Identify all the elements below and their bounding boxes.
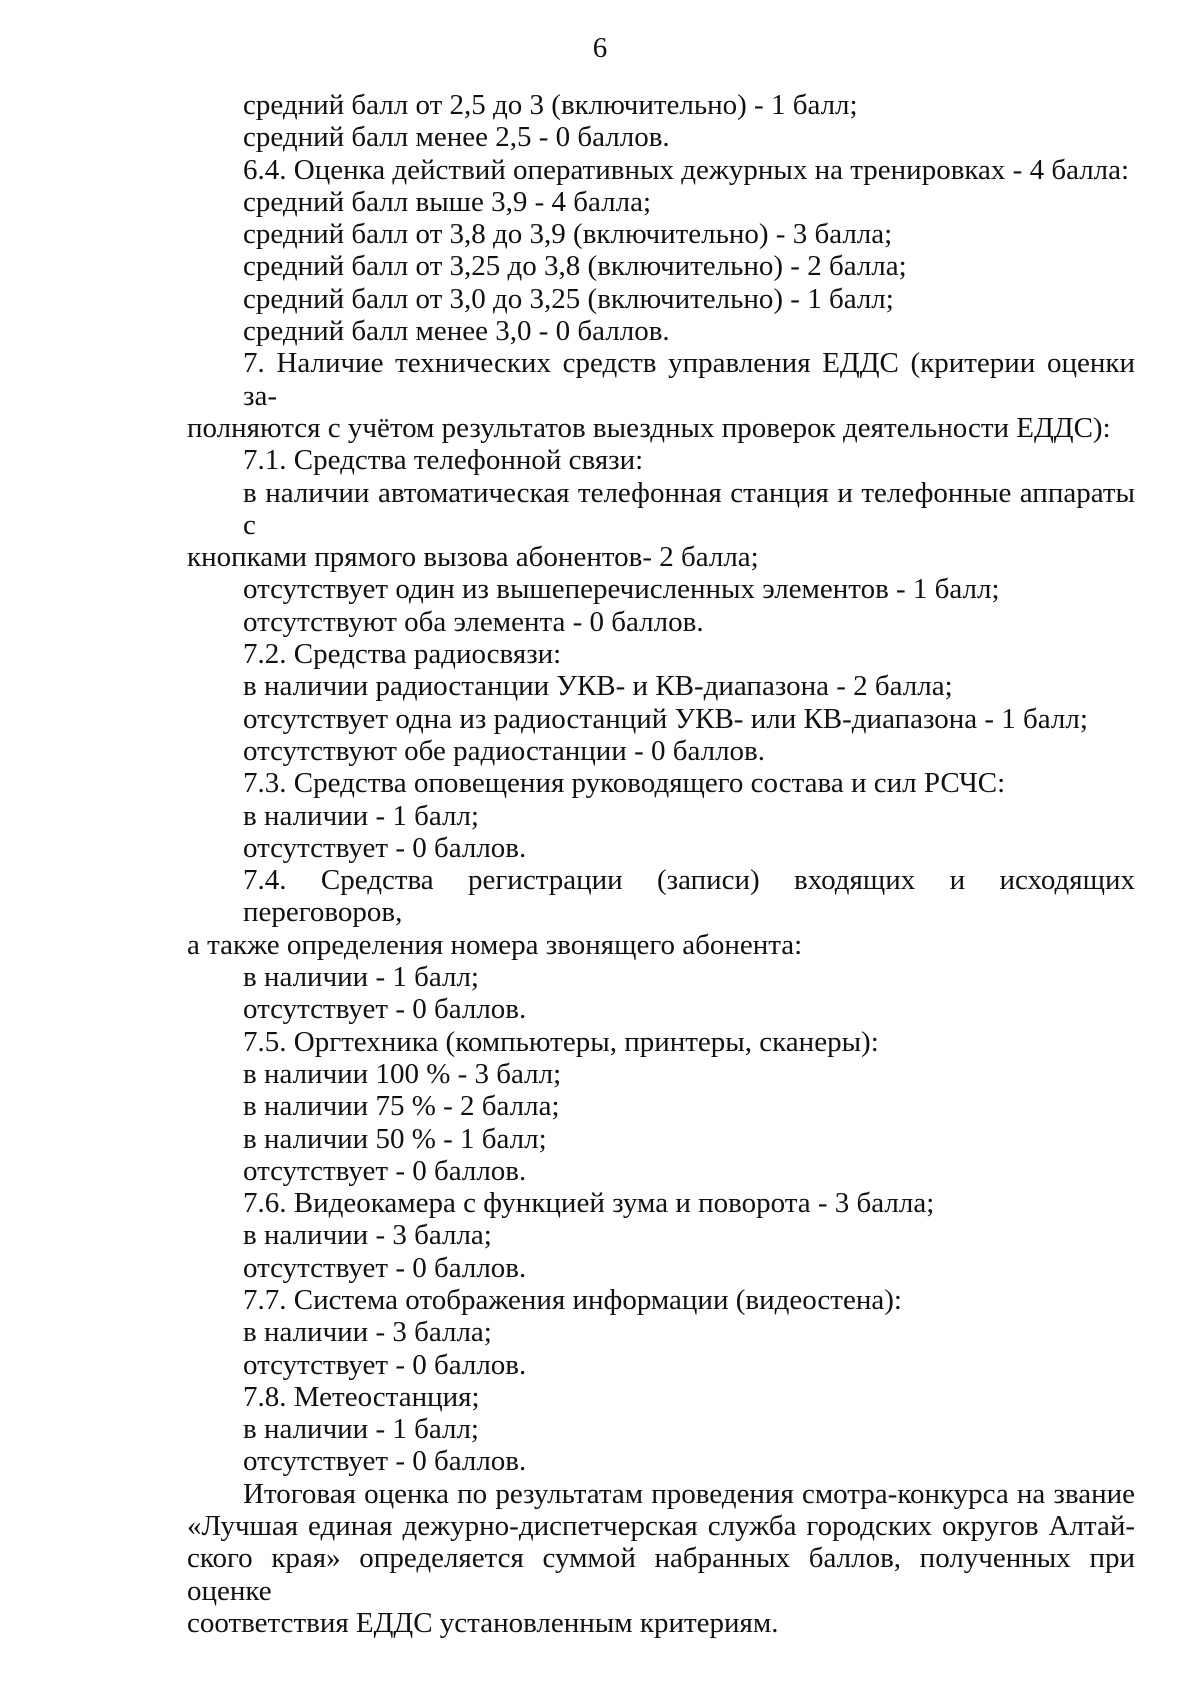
text-line: в наличии 75 % - 2 балла; [243,1090,560,1123]
text-line: соответствия ЕДДС установленным критериям. [187,1606,779,1639]
text-line: в наличии - 1 балл; [243,961,479,994]
text-line: 7.5. Оргтехника (компьютеры, принтеры, сканеры): [243,1025,879,1058]
text-line: в наличии автоматическая телефонная станция и телефонные аппараты с [243,476,1135,541]
text-line: в наличии - 3 балла; [243,1316,492,1349]
text-line: отсутствует - 0 баллов. [243,1154,527,1187]
text-line: а также определения номера звонящего абонента: [187,928,803,961]
document-body [187,89,1135,1639]
text-line: в наличии 100 % - 3 балл; [243,1057,562,1090]
text-line: 7.4. Средства регистрации (записи) входящих и исходящих переговоров, [243,864,1135,929]
text-line: отсутствует - 0 баллов. [243,831,527,864]
text-line: ского края» определяется суммой набранных баллов, полученных при оценке [187,1542,1135,1607]
text-line: в наличии - 1 балл; [243,1413,479,1446]
text-line: отсутствует - 0 баллов. [243,1445,527,1478]
text-line: отсутствует одна из радиостанций УКВ- или КВ-диапазона - 1 балл; [243,702,1088,735]
text-line: отсутствует - 0 баллов. [243,1251,527,1284]
text-line: средний балл менее 2,5 - 0 баллов. [243,121,670,154]
text-line: 7.3. Средства оповещения руководящего состава и сил РСЧС: [243,767,1006,800]
text-line: «Лучшая единая дежурно-диспетчерская служба городских округов Алтай- [187,1510,1135,1543]
text-line: отсутствуют оба элемента - 0 баллов. [243,605,704,638]
page-number: 6 [592,32,608,64]
text-line: 7.8. Метеостанция; [243,1380,480,1413]
text-line: средний балл менее 3,0 - 0 баллов. [243,315,670,348]
text-line: 6.4. Оценка действий оперативных дежурных на тренировках - 4 балла: [243,153,1130,186]
text-line: 7.7. Система отображения информации (видеостена): [243,1283,902,1316]
text-line: Итоговая оценка по результатам проведения смотра-конкурса на звание [243,1477,1135,1510]
text-line: в наличии 50 % - 1 балл; [243,1122,547,1155]
text-line: в наличии радиостанции УКВ- и КВ-диапазона - 2 балла; [243,670,953,703]
text-line: отсутствует - 0 баллов. [243,1348,527,1381]
text-line: средний балл от 3,0 до 3,25 (включительно) - 1 балл; [243,282,894,315]
text-line: в наличии - 1 балл; [243,799,479,832]
text-line: 7.6. Видеокамера с функцией зума и поворота - 3 балла; [243,1187,935,1220]
text-line: 7. Наличие технических средств управления ЕДДС (критерии оценки за- [243,347,1135,412]
text-line: средний балл от 3,8 до 3,9 (включительно) - 3 балла; [243,218,893,251]
text-line: отсутствует - 0 баллов. [243,993,527,1026]
text-line: 7.2. Средства радиосвязи: [243,638,562,671]
text-line: отсутствуют обе радиостанции - 0 баллов. [243,734,765,767]
text-line: 7.1. Средства телефонной связи: [243,444,644,477]
text-line: средний балл выше 3,9 - 4 балла; [243,185,652,218]
text-line: кнопками прямого вызова абонентов- 2 балла; [187,541,759,574]
text-line: отсутствует один из вышеперечисленных элементов - 1 балл; [243,573,1000,606]
text-line: в наличии - 3 балла; [243,1219,492,1252]
text-line: средний балл от 3,25 до 3,8 (включительно) - 2 балла; [243,250,907,283]
text-line: полняются с учётом результатов выездных проверок деятельности ЕДДС): [187,411,1111,444]
text-line: средний балл от 2,5 до 3 (включительно) - 1 балл; [243,89,858,121]
